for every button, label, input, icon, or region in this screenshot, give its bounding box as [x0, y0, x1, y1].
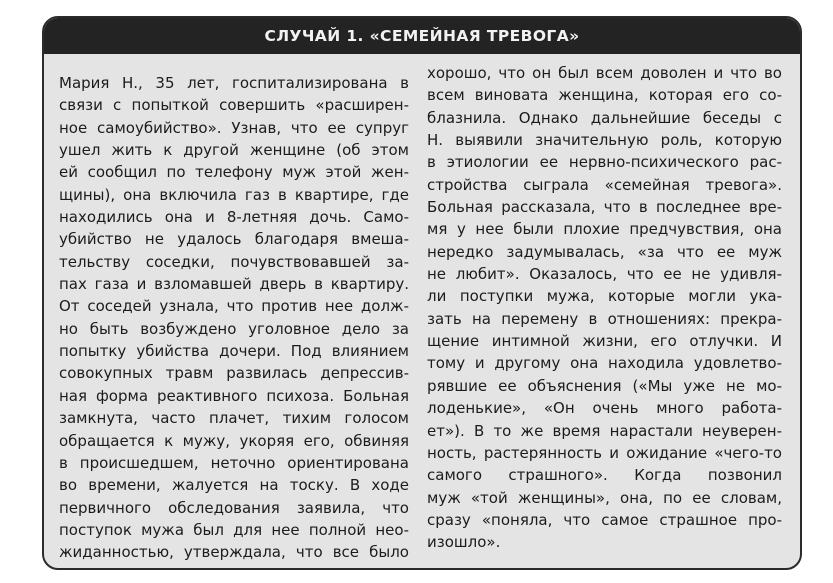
text-line: жиданностью, утверждала, что все было	[59, 543, 409, 562]
text-line: поступок мужа был для нее полной нео-	[59, 520, 409, 539]
text-line: ет»). В то же время нарастали неуверен-	[427, 421, 782, 440]
case-title: СЛУЧАЙ 1. «СЕМЕЙНАЯ ТРЕВОГА»	[264, 27, 580, 45]
text-line: в этиологии ее нервно-психического рас-	[427, 153, 782, 172]
text-line: изошло».	[427, 533, 501, 552]
text-line: сразу «поняла, что самое страшное про-	[427, 510, 782, 529]
text-line: замкнута, часто плачет, тихим голосом	[59, 409, 409, 428]
text-line: тому и другому она находила удовлетво-	[427, 354, 782, 373]
text-line: во времени, жалуется на тоску. В ходе	[59, 476, 409, 495]
text-line: связи с попыткой совершить «расширен-	[59, 96, 409, 115]
text-line: От соседей узнала, что против нее долж-	[59, 297, 409, 316]
text-line: щины), она включила газ в квартире, где	[59, 185, 409, 204]
text-line: пах газа и взломавшей дверь в квартиру.	[59, 275, 409, 294]
text-line: Н. выявили значительную роль, которую	[427, 131, 782, 150]
text-line: первичного обследования заявила, что	[59, 498, 409, 517]
text-line: находились она и 8-летняя дочь. Само-	[59, 208, 409, 227]
text-line: всем виновата женщина, которая его со-	[427, 86, 782, 105]
text-line: обращается к мужу, укоряя его, обвиняя	[59, 431, 409, 450]
left-column	[59, 72, 409, 564]
text-line: но быть возбуждено уголовное дело за	[59, 319, 409, 338]
case-body	[44, 60, 800, 568]
text-line: зать на перемену в отношениях: прекра-	[427, 309, 782, 328]
text-line: нередко задумывалась, «за что ее муж	[427, 242, 782, 261]
text-line: не любит». Оказалось, что ее не удивля-	[427, 265, 782, 284]
text-line: ность, растерянность и ожидание «чего-то	[427, 443, 782, 462]
text-line: ное самоубийство». Узнав, что ее супруг	[59, 118, 409, 137]
text-line: ли поступки мужа, которые могли ука-	[427, 287, 782, 306]
case-box	[42, 16, 802, 570]
right-column	[427, 62, 782, 554]
text-line: убийство не удалось благодаря вмеша-	[59, 230, 409, 249]
text-line: совокупных травм развилась депрессив-	[59, 364, 409, 383]
text-line: в происшедшем, неточно ориентирована	[59, 453, 409, 472]
text-line: мя у нее были плохие предчувствия, она	[427, 220, 782, 239]
text-line: самого страшного». Когда позвонил	[427, 466, 782, 485]
case-header	[44, 18, 800, 54]
text-line: ная форма реактивного психоза. Больная	[59, 386, 409, 405]
text-line: блазнила. Однако дальнейшие беседы с	[427, 108, 782, 127]
text-line: муж «той женщины», она, по ее словам,	[427, 488, 782, 507]
text-line: Мария Н., 35 лет, госпитализирована в	[59, 74, 409, 92]
text-line: хорошо, что он был всем доволен и что во	[427, 64, 782, 82]
text-line: ушел жить к другой женщине (об этом	[59, 141, 409, 160]
text-line: ей сообщил по телефону муж этой жен-	[59, 163, 409, 182]
text-line: лоденькие», «Он очень много работа-	[427, 399, 782, 418]
text-line: рявшие ее объяснения («Мы уже не мо-	[427, 376, 782, 395]
text-line: тельству соседки, почувствовавшей за-	[59, 252, 409, 271]
text-line: Больная рассказала, что в последнее вре-	[427, 198, 782, 217]
text-line: щение интимной жизни, его отлучки. И	[427, 332, 782, 351]
text-line: попытку убийства дочери. Под влиянием	[59, 342, 409, 361]
text-line: стройства сыграла «семейная тревога».	[427, 175, 782, 194]
